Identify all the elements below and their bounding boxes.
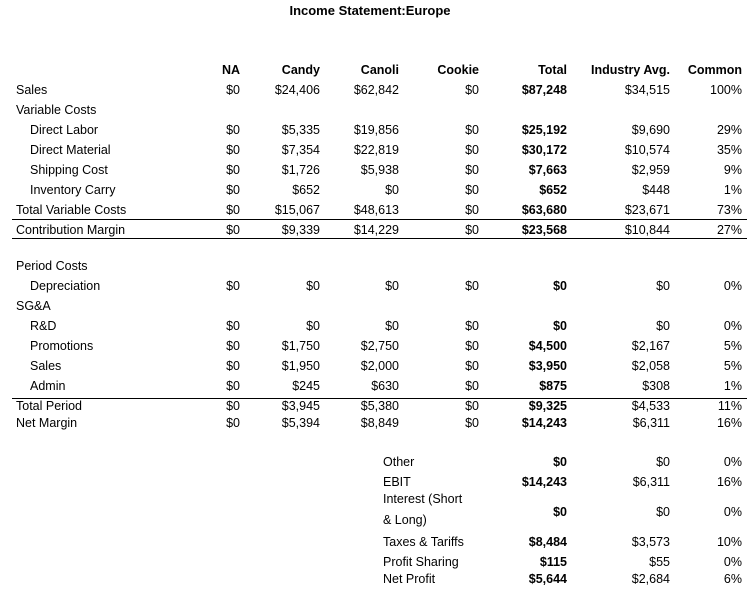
cell-depreciation-total: $0 (553, 279, 567, 293)
cell-direct_labor-na: $0 (226, 123, 240, 137)
bottom-other-industry: $0 (656, 455, 670, 469)
row-label-sales2: Sales (30, 359, 62, 373)
cell-contribution_margin-na: $0 (226, 223, 240, 237)
cell-contribution_margin-industry: $10,844 (624, 223, 670, 237)
cell-total_variable_costs-candy: $15,067 (274, 203, 320, 217)
cell-inventory_carry-candy: $652 (292, 183, 320, 197)
cell-total_variable_costs-total: $63,680 (521, 203, 567, 217)
row-label-admin: Admin (30, 379, 66, 393)
page-title: Income Statement:Europe (289, 3, 451, 18)
row-divider (12, 219, 747, 220)
cell-promotions-cookie: $0 (465, 339, 479, 353)
cell-total_variable_costs-industry: $23,671 (624, 203, 670, 217)
cell-direct_labor-canoli: $19,856 (353, 123, 399, 137)
bottom-label-net_profit: Net Profit (383, 572, 436, 586)
bottom-profit_sharing-common: 0% (723, 555, 742, 569)
cell-direct_material-common: 35% (716, 143, 742, 157)
cell-net_margin-industry: $6,311 (632, 416, 670, 430)
cell-total_period-cookie: $0 (465, 399, 479, 413)
bottom-ebit-common: 16% (716, 475, 742, 489)
cell-net_margin-candy: $5,394 (281, 416, 320, 430)
cell-direct_material-candy: $7,354 (281, 143, 320, 157)
header-candy: Candy (281, 63, 320, 77)
cell-depreciation-na: $0 (226, 279, 240, 293)
cell-rd-industry: $0 (656, 319, 670, 333)
cell-admin-total: $875 (539, 379, 567, 393)
row-label-period_costs: Period Costs (16, 259, 88, 273)
bottom-label-interest-line1: Interest (Short (383, 492, 463, 506)
row-divider (12, 398, 747, 399)
cell-total_variable_costs-na: $0 (226, 203, 240, 217)
bottom-other-common: 0% (723, 455, 742, 469)
cell-direct_labor-total: $25,192 (521, 123, 567, 137)
cell-shipping_cost-candy: $1,726 (281, 163, 320, 177)
cell-promotions-canoli: $2,750 (360, 339, 399, 353)
cell-net_margin-total: $14,243 (521, 416, 567, 430)
cell-depreciation-cookie: $0 (465, 279, 479, 293)
cell-admin-cookie: $0 (465, 379, 479, 393)
cell-direct_labor-industry: $9,690 (631, 123, 670, 137)
cell-contribution_margin-cookie: $0 (465, 223, 479, 237)
cell-net_margin-cookie: $0 (465, 416, 479, 430)
cell-total_variable_costs-canoli: $48,613 (353, 203, 399, 217)
cell-sales2-industry: $2,058 (631, 359, 670, 373)
cell-sales-industry: $34,515 (624, 83, 670, 97)
cell-sales2-common: 5% (723, 359, 742, 373)
bottom-interest-common: 0% (723, 505, 742, 519)
cell-promotions-industry: $2,167 (631, 339, 670, 353)
row-label-shipping_cost: Shipping Cost (30, 163, 108, 177)
header-canoli: Canoli (360, 63, 399, 77)
cell-direct_material-cookie: $0 (465, 143, 479, 157)
bottom-taxes-total: $8,484 (528, 535, 567, 549)
cell-total_period-total: $9,325 (528, 399, 567, 413)
cell-inventory_carry-industry: $448 (642, 183, 670, 197)
cell-shipping_cost-common: 9% (723, 163, 742, 177)
cell-depreciation-candy: $0 (306, 279, 320, 293)
row-label-direct_labor: Direct Labor (30, 123, 99, 137)
cell-promotions-common: 5% (723, 339, 742, 353)
cell-admin-na: $0 (226, 379, 240, 393)
cell-direct_labor-common: 29% (716, 123, 742, 137)
cell-contribution_margin-common: 27% (716, 223, 742, 237)
cell-direct_material-canoli: $22,819 (353, 143, 399, 157)
cell-promotions-candy: $1,750 (281, 339, 320, 353)
cell-total_period-canoli: $5,380 (360, 399, 399, 413)
header-common: Common (687, 63, 742, 77)
cell-net_margin-na: $0 (226, 416, 240, 430)
bottom-net_profit-common: 6% (723, 572, 742, 586)
cell-admin-industry: $308 (642, 379, 670, 393)
cell-direct_material-na: $0 (226, 143, 240, 157)
cell-rd-cookie: $0 (465, 319, 479, 333)
cell-net_margin-canoli: $8,849 (360, 416, 399, 430)
cell-sales-canoli: $62,842 (353, 83, 399, 97)
cell-shipping_cost-canoli: $5,938 (360, 163, 399, 177)
bottom-net_profit-industry: $2,684 (631, 572, 670, 586)
header-total: Total (538, 63, 567, 77)
bottom-label-ebit: EBIT (383, 475, 411, 489)
cell-inventory_carry-cookie: $0 (465, 183, 479, 197)
cell-contribution_margin-total: $23,568 (521, 223, 567, 237)
cell-total_period-common: 11% (717, 399, 742, 413)
cell-depreciation-industry: $0 (656, 279, 670, 293)
row-divider (12, 238, 747, 239)
cell-contribution_margin-canoli: $14,229 (353, 223, 399, 237)
cell-sales-total: $87,248 (521, 83, 567, 97)
cell-admin-canoli: $630 (371, 379, 399, 393)
cell-sales2-candy: $1,950 (281, 359, 320, 373)
cell-shipping_cost-cookie: $0 (465, 163, 479, 177)
header-cookie: Cookie (437, 63, 479, 77)
cell-total_period-candy: $3,945 (281, 399, 320, 413)
bottom-ebit-total: $14,243 (521, 475, 567, 489)
bottom-interest-industry: $0 (656, 505, 670, 519)
bottom-other-total: $0 (553, 455, 567, 469)
cell-contribution_margin-candy: $9,339 (281, 223, 320, 237)
row-label-total_period: Total Period (16, 399, 83, 413)
cell-depreciation-canoli: $0 (385, 279, 399, 293)
row-label-total_variable_costs: Total Variable Costs (16, 203, 127, 217)
cell-shipping_cost-na: $0 (226, 163, 240, 177)
cell-rd-candy: $0 (306, 319, 320, 333)
row-label-variable_costs: Variable Costs (16, 103, 97, 117)
cell-inventory_carry-canoli: $0 (385, 183, 399, 197)
cell-promotions-total: $4,500 (528, 339, 567, 353)
cell-direct_labor-cookie: $0 (465, 123, 479, 137)
row-label-sales: Sales (16, 83, 48, 97)
bottom-ebit-industry: $6,311 (632, 475, 670, 489)
cell-depreciation-common: 0% (723, 279, 742, 293)
cell-promotions-na: $0 (226, 339, 240, 353)
bottom-profit_sharing-industry: $55 (649, 555, 670, 569)
cell-sales2-total: $3,950 (528, 359, 567, 373)
cell-sales2-canoli: $2,000 (360, 359, 399, 373)
cell-total_variable_costs-common: 73% (716, 203, 742, 217)
cell-direct_material-total: $30,172 (521, 143, 567, 157)
cell-total_period-na: $0 (226, 399, 240, 413)
bottom-net_profit-total: $5,644 (528, 572, 567, 586)
row-label-sga: SG&A (16, 299, 51, 313)
cell-total_period-industry: $4,533 (631, 399, 670, 413)
bottom-taxes-industry: $3,573 (631, 535, 670, 549)
cell-direct_labor-candy: $5,335 (281, 123, 320, 137)
cell-sales-cookie: $0 (465, 83, 479, 97)
cell-rd-canoli: $0 (385, 319, 399, 333)
cell-inventory_carry-common: 1% (723, 183, 742, 197)
row-label-promotions: Promotions (30, 339, 94, 353)
cell-rd-na: $0 (226, 319, 240, 333)
cell-sales-na: $0 (226, 83, 240, 97)
cell-net_margin-common: 16% (716, 416, 742, 430)
cell-sales-candy: $24,406 (274, 83, 320, 97)
bottom-profit_sharing-total: $115 (539, 555, 567, 569)
row-label-rd: R&D (30, 319, 57, 333)
bottom-label-other: Other (383, 455, 415, 469)
row-label-depreciation: Depreciation (30, 279, 101, 293)
cell-sales-common: 100% (710, 83, 742, 97)
bottom-interest-total: $0 (553, 505, 567, 519)
cell-direct_material-industry: $10,574 (624, 143, 670, 157)
cell-sales2-cookie: $0 (465, 359, 479, 373)
bottom-label-interest-line2: & Long) (383, 513, 427, 527)
header-industry: Industry Avg. (591, 63, 670, 77)
cell-total_variable_costs-cookie: $0 (465, 203, 479, 217)
cell-admin-common: 1% (723, 379, 742, 393)
cell-rd-common: 0% (723, 319, 742, 333)
cell-rd-total: $0 (553, 319, 567, 333)
cell-admin-candy: $245 (292, 379, 320, 393)
row-label-direct_material: Direct Material (30, 143, 111, 157)
bottom-label-profit_sharing: Profit Sharing (383, 555, 459, 569)
cell-inventory_carry-na: $0 (226, 183, 240, 197)
cell-sales2-na: $0 (226, 359, 240, 373)
row-label-contribution_margin: Contribution Margin (16, 223, 126, 237)
header-na: NA (221, 63, 240, 77)
cell-inventory_carry-total: $652 (539, 183, 567, 197)
row-label-net_margin: Net Margin (16, 416, 78, 430)
cell-shipping_cost-industry: $2,959 (631, 163, 670, 177)
bottom-label-taxes: Taxes & Tariffs (383, 535, 464, 549)
row-label-inventory_carry: Inventory Carry (30, 183, 116, 197)
cell-shipping_cost-total: $7,663 (528, 163, 567, 177)
bottom-taxes-common: 10% (716, 535, 742, 549)
